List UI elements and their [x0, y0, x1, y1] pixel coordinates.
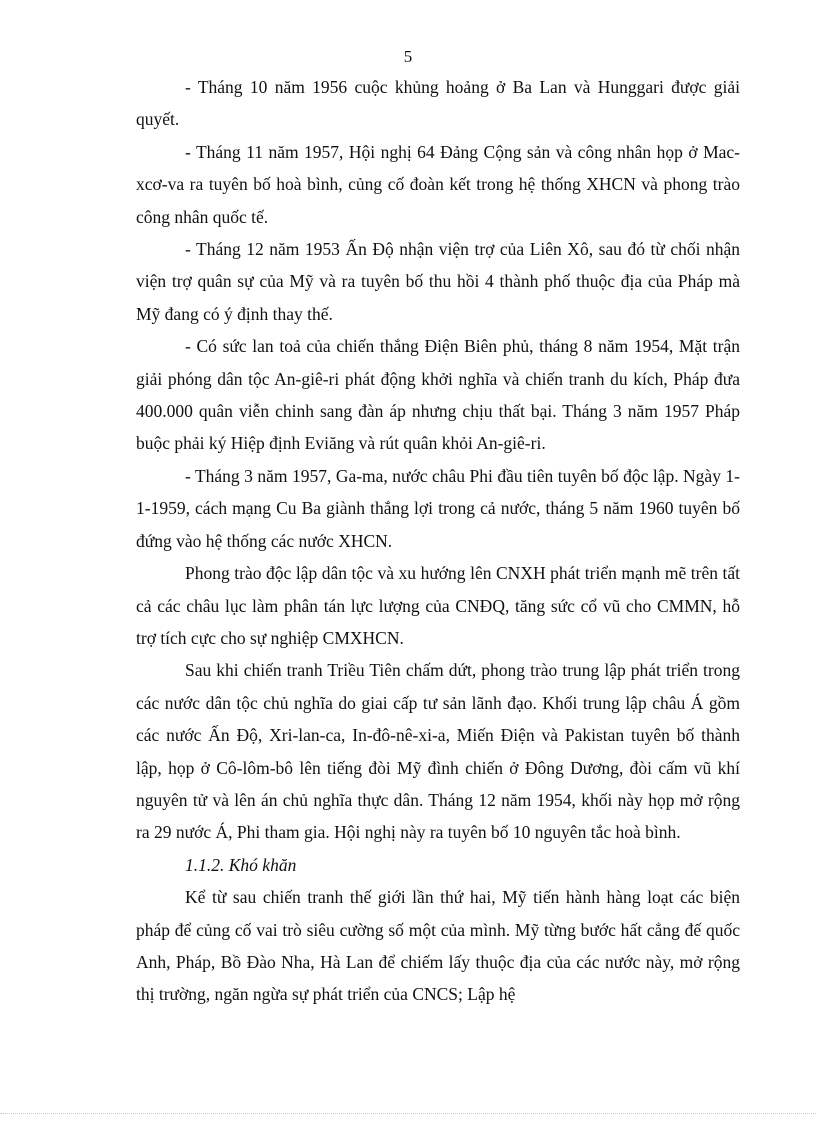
page-number: 5 [403, 47, 413, 66]
paragraph-phong-trao-trung-lap: Sau khi chiến tranh Triều Tiên chấm dứt, phong trào trung lập phát triển trong các nước dân tộc chủ nghĩa do giai cấp tư sản lãnh đạo. Khối trung lập châu Á gồm các nước Ấn Độ, Xri-lan-ca, In-đô-nê-xi-a, Miến Điện và Pakistan tuyên bố thành lập, họp ở Cô-lôm-bô lên tiếng đòi Mỹ đình chiến ở Đông Dương, đòi cấm vũ khí nguyên tử và lên án chủ nghĩa thực dân. Tháng 12 năm 1954, khối này họp mở rộng ra 29 nước Á, Phi tham gia. Hội nghị này ra tuyên bố 10 nguyên tắc hoà bình. [136, 660, 740, 843]
paragraph-kho-khan: Kể từ sau chiến tranh thế giới lần thứ hai, Mỹ tiến hành hàng loạt các biện pháp để củng cố vai trò siêu cường số một của mình. Mỹ từng bước hất cẳng đế quốc Anh, Pháp, Bồ Đào Nha, Hà Lan để chiếm lấy thuộc địa của các nước này, mở rộng thị trường, ngăn ngừa sự phát triển của CNCS; Lập hệ [136, 887, 740, 1005]
paragraph-ga-ma-cu-ba: - Tháng 3 năm 1957, Ga-ma, nước châu Phi đầu tiên tuyên bố độc lập. Ngày 1-1-1959, cách mạng Cu Ba giành thắng lợi trong cả nước, tháng 5 năm 1960 tuyên bố đứng vào hệ thống các nước XHCN. [136, 465, 740, 551]
paragraph-ba-lan-hunggari: - Tháng 10 năm 1956 cuộc khủng hoảng ở Ba Lan và Hunggari được giải quyết. [136, 77, 740, 130]
page-bottom-divider [0, 1113, 816, 1114]
document-body [136, 71, 740, 1011]
paragraph-an-do-vien-tro: - Tháng 12 năm 1953 Ấn Độ nhận viện trợ của Liên Xô, sau đó từ chối nhận viện trợ quân sự của Mỹ và ra tuyên bố thu hồi 4 thành phố thuộc địa của Pháp mà Mỹ đang có ý định thay thế. [136, 239, 740, 324]
paragraph-phong-trao-doc-lap: Phong trào độc lập dân tộc và xu hướng lên CNXH phát triển mạnh mẽ trên tất cả các châu lục làm phân tán lực lượng của CNĐQ, tăng sức cổ vũ cho CMMN, hỗ trợ tích cực cho sự nghiệp CMXHCN. [136, 563, 740, 648]
section-heading: 1.1.2. Khó khăn [185, 854, 297, 875]
paragraph-hoi-nghi-64-dang: - Tháng 11 năm 1957, Hội nghị 64 Đảng Cộng sản và công nhân họp ở Mac-xcơ-va ra tuyên bố hoà bình, củng cố đoàn kết trong hệ thống XHCN và phong trào công nhân quốc tế. [136, 141, 740, 227]
paragraph-an-gie-ri: - Có sức lan toả của chiến thắng Điện Biên phủ, tháng 8 năm 1954, Mặt trận giải phóng dân tộc An-giê-ri phát động khởi nghĩa và chiến tranh du kích, Pháp đưa 400.000 quân viễn chinh sang đàn áp nhưng chịu thất bại. Tháng 3 năm 1957 Pháp buộc phải ký Hiệp định Eviăng và rút quân khỏi An-giê-ri. [136, 336, 740, 454]
